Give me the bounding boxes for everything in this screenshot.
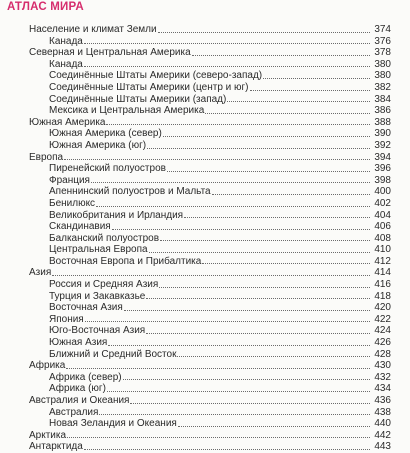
toc-entry-page: 406: [374, 221, 391, 233]
toc-entry-label: Франция: [49, 174, 90, 186]
dot-leader: [159, 287, 370, 288]
dot-leader: [146, 333, 370, 334]
dot-leader: [146, 298, 370, 299]
toc-entry-label: Население и климат Земли: [29, 24, 157, 35]
dot-leader: [192, 55, 370, 56]
toc-entry-page: 384: [374, 93, 391, 105]
toc-entry-label: Великобритания и Ирландия: [49, 209, 184, 221]
dot-leader: [147, 148, 370, 149]
toc-entry-page: 400: [374, 186, 391, 198]
toc-entry-page: 440: [374, 418, 391, 430]
toc-entry[interactable]: [0, 325, 410, 337]
toc-entry[interactable]: [0, 279, 410, 291]
dot-leader: [91, 182, 370, 183]
toc-entry-label: Ближний и Средний Восток: [49, 348, 177, 360]
toc-entry-label: Азия: [29, 267, 52, 279]
toc-entry-label: Пиренейский полуостров: [49, 163, 166, 175]
toc-entry-label: Восточная Европа и Прибалтика: [49, 255, 202, 267]
toc-entry-label: Европа: [29, 151, 64, 163]
toc-entry-label: Новая Зеландия и Океания: [49, 418, 177, 430]
dot-leader: [263, 78, 370, 79]
dot-leader: [84, 449, 370, 450]
toc-entry[interactable]: [0, 337, 410, 349]
toc-entry[interactable]: [0, 163, 410, 175]
toc-entry-page: 412: [374, 255, 391, 267]
toc-entry[interactable]: [0, 221, 410, 233]
toc-entry-label: Австралия и Океания: [29, 395, 130, 406]
toc-entry-page: 374: [374, 24, 391, 35]
toc-entry-page: 408: [374, 232, 391, 244]
toc-entry-label: Мексика и Центральная Америка: [49, 105, 205, 117]
toc-list: [0, 24, 410, 453]
toc-entry[interactable]: [0, 140, 410, 152]
toc-entry[interactable]: [0, 267, 410, 279]
toc-entry-label: Япония: [49, 313, 84, 325]
toc-entry-page: 436: [374, 395, 391, 406]
toc-entry[interactable]: [0, 47, 410, 59]
dot-leader: [184, 217, 370, 218]
dot-leader: [84, 66, 370, 67]
section-heading: АТЛАС МИРА: [7, 1, 84, 13]
toc-entry-label: Апеннинский полуостров и Мальта: [49, 186, 211, 198]
toc-entry[interactable]: [0, 314, 410, 326]
toc-entry-label: Африка: [29, 360, 66, 372]
toc-entry-page: 376: [374, 35, 391, 47]
toc-entry-page: 380: [374, 70, 391, 82]
toc-entry[interactable]: [0, 105, 410, 117]
dot-leader: [163, 136, 370, 137]
toc-entry-page: 428: [374, 348, 391, 360]
dot-leader: [130, 403, 370, 404]
toc-entry-page: 430: [374, 360, 391, 372]
dot-leader: [112, 229, 370, 230]
toc-entry-page: 404: [374, 209, 391, 221]
toc-entry-label: Южная Америка (юг): [49, 139, 147, 151]
toc-entry[interactable]: [0, 82, 410, 94]
dot-leader: [227, 101, 370, 102]
toc-entry-page: 422: [374, 313, 391, 325]
toc-entry-page: 392: [374, 139, 391, 151]
toc-entry-page: 410: [374, 244, 391, 256]
toc-entry-label: Африка (юг): [49, 383, 106, 395]
toc-entry[interactable]: [0, 383, 410, 395]
toc-entry-page: 442: [374, 429, 391, 441]
toc-entry-label: Соединённые Штаты Америки (центр и юг): [49, 81, 249, 93]
toc-entry-page: 443: [374, 441, 391, 453]
toc-entry[interactable]: [0, 430, 410, 442]
toc-entry-page: 414: [374, 267, 391, 279]
toc-entry[interactable]: [0, 233, 410, 245]
toc-entry-page: 398: [374, 174, 391, 186]
dot-leader: [212, 194, 370, 195]
toc-entry-label: Турция и Закавказье: [49, 290, 146, 302]
toc-entry-label: Россия и Средняя Азия: [49, 279, 159, 291]
toc-entry[interactable]: [0, 210, 410, 222]
dot-leader: [178, 426, 370, 427]
dot-leader: [158, 32, 370, 33]
toc-entry-label: Центральная Европа: [49, 244, 148, 256]
toc-entry[interactable]: [0, 70, 410, 82]
toc-entry-label: Южная Азия: [49, 337, 108, 349]
toc-entry-page: 396: [374, 163, 391, 175]
toc-entry-label: Австралия: [49, 406, 99, 418]
toc-entry-page: 394: [374, 151, 391, 163]
toc-entry-page: 382: [374, 81, 391, 93]
toc-entry[interactable]: [0, 360, 410, 372]
toc-entry-page: 420: [374, 302, 391, 314]
toc-entry[interactable]: [0, 186, 410, 198]
toc-entry[interactable]: [0, 59, 410, 71]
dot-leader: [67, 437, 370, 438]
dot-leader: [149, 252, 370, 253]
toc-entry-page: 378: [374, 47, 391, 59]
dot-leader: [167, 171, 370, 172]
toc-entry-label: Антарктида: [29, 441, 83, 453]
toc-entry-label: Северная и Центральная Америка: [29, 47, 191, 59]
toc-entry[interactable]: [0, 441, 410, 453]
dot-leader: [250, 90, 370, 91]
toc-entry[interactable]: [0, 349, 410, 361]
toc-entry[interactable]: [0, 395, 410, 407]
toc-entry-page: 424: [374, 325, 391, 337]
toc-entry[interactable]: [0, 24, 410, 36]
toc-entry[interactable]: [0, 94, 410, 106]
toc-entry-page: 388: [374, 116, 391, 128]
dot-leader: [123, 379, 370, 380]
toc-entry[interactable]: [0, 407, 410, 419]
dot-leader: [107, 391, 370, 392]
toc-entry-page: 386: [374, 105, 391, 117]
dot-leader: [124, 310, 370, 311]
dot-leader: [96, 206, 370, 207]
toc-entry-page: 418: [374, 290, 391, 302]
dot-leader: [85, 321, 370, 322]
dot-leader: [84, 43, 370, 44]
toc-entry[interactable]: [0, 418, 410, 430]
toc-entry-label: Соединённые Штаты Америки (запад): [49, 93, 227, 105]
dot-leader: [160, 240, 370, 241]
dot-leader: [106, 124, 370, 125]
toc-entry[interactable]: [0, 175, 410, 187]
toc-entry-page: 390: [374, 128, 391, 140]
toc-entry-page: 432: [374, 371, 391, 383]
toc-entry-label: Канада: [49, 35, 83, 47]
toc-entry-label: Арктика: [29, 429, 67, 441]
toc-entry-page: 380: [374, 58, 391, 70]
toc-entry-label: Канада: [49, 58, 83, 70]
toc-entry[interactable]: [0, 291, 410, 303]
toc-entry[interactable]: [0, 36, 410, 48]
toc-entry-label: Африка (север): [49, 371, 122, 383]
dot-leader: [177, 356, 370, 357]
toc-entry[interactable]: [0, 198, 410, 210]
dot-leader: [99, 414, 370, 415]
toc-entry[interactable]: [0, 152, 410, 164]
toc-entry-label: Соединённые Штаты Америки (северо-запад): [49, 70, 263, 82]
toc-entry-page: 402: [374, 197, 391, 209]
toc-entry-page: 426: [374, 337, 391, 349]
toc-entry-label: Бенилюкс: [49, 197, 96, 209]
toc-entry[interactable]: [0, 117, 410, 129]
toc-entry[interactable]: [0, 244, 410, 256]
toc-entry-label: Юго-Восточная Азия: [49, 325, 146, 337]
dot-leader: [52, 275, 370, 276]
dot-leader: [108, 345, 370, 346]
toc-entry[interactable]: [0, 128, 410, 140]
toc-entry[interactable]: [0, 256, 410, 268]
toc-entry-label: Южная Америка: [29, 116, 106, 128]
dot-leader: [64, 159, 370, 160]
toc-entry-page: 438: [374, 406, 391, 418]
toc-entry-label: Восточная Азия: [49, 302, 123, 314]
toc-entry-label: Балканский полуостров: [49, 232, 160, 244]
toc-entry[interactable]: [0, 372, 410, 384]
toc-entry-page: 434: [374, 383, 391, 395]
toc-entry-label: Южная Америка (север): [49, 128, 162, 140]
toc-entry-page: 416: [374, 279, 391, 291]
toc-entry-label: Скандинавия: [49, 221, 111, 233]
dot-leader: [205, 113, 370, 114]
dot-leader: [202, 263, 370, 264]
toc-entry[interactable]: [0, 302, 410, 314]
dot-leader: [66, 368, 370, 369]
